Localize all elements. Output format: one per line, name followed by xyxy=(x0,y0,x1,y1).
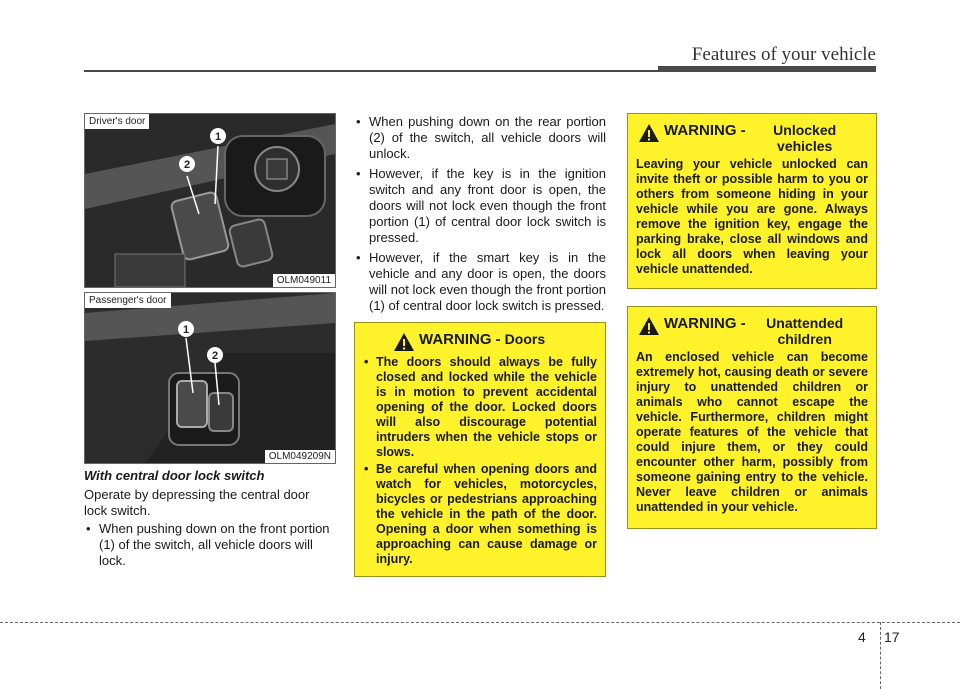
warning-body: Leaving your vehicle unlocked can invite theft or possible harm to you or others from someone hiding in your vehicle while you are gone. Always remove the ignition key, engage the parking brake, close all windows and lock all doors when leaving your vehicle unattended. xyxy=(636,157,868,276)
page-number: 17 xyxy=(884,629,900,645)
warning-triangle-icon xyxy=(638,123,660,143)
header-title: Features of your vehicle xyxy=(691,44,876,65)
warning-subject: Unattended children xyxy=(766,315,844,347)
callout-1: 1 xyxy=(214,131,222,143)
list-item: • However, if the key is in the ignition switch and any front door is open, the doors will not lock even though the front portion (1) of central door lock switch is pressed. xyxy=(354,166,606,246)
callout-2: 2 xyxy=(183,159,191,171)
intro-paragraph: Operate by depressing the central door lock switch. xyxy=(84,487,310,518)
warning-word: WARNING - xyxy=(419,331,501,348)
callout-2: 2 xyxy=(211,350,219,362)
list-item: • The doors should always be fully closed and locked while the vehicle is in motion to prevent accidental opening of the door. Locked doors will also discourage potential intruders when the vehicle stops or slows. xyxy=(363,355,597,460)
chapter-number: 4 xyxy=(858,629,866,645)
col1-bullet-list xyxy=(84,521,336,573)
list-item: • However, if the smart key is in the vehicle and any door is open, the doors will not lock even though the front portion (1) of central door lock switch is pressed. xyxy=(354,250,606,314)
footer-rule xyxy=(0,622,960,623)
warning-unlocked-vehicles-box xyxy=(627,113,877,289)
warning-subject: Unlocked vehicles xyxy=(773,122,837,154)
passengers-door-switch-illustration xyxy=(85,293,335,463)
warning-title xyxy=(363,331,597,352)
warning-title xyxy=(636,315,868,347)
passengers-door-photo xyxy=(84,292,336,464)
list-item: • When pushing down on the front portion (1) of the switch, all vehicle doors will lock. xyxy=(84,521,336,569)
warning-body: An enclosed vehicle can become extremely hot, causing death or severe injury to unattended children or animals who cannot escape the vehicle. Furthermore, children might operate features of the vehicle that could injure them, or they could encounter other harm, possibly from someone gaining entry to the vehicle. Never leave children or animals unattended in your vehicle. xyxy=(636,350,868,514)
list-item: • When pushing down on the rear portion (2) of the switch, all vehicle doors will unlock. xyxy=(354,114,606,162)
photo-label: Passenger's door xyxy=(85,293,171,308)
photo-code: OLM049209N xyxy=(265,450,335,463)
section-subheading: With central door lock switch xyxy=(84,468,265,483)
warning-doors-box xyxy=(354,322,606,577)
warning-word: WARNING - xyxy=(664,122,746,139)
list-item: • Be careful when opening doors and watch for vehicles, motorcycles, bicycles or pedestrians approaching the vehicle in the path of the door. Opening a door when something is approaching can cause damage or injury. xyxy=(363,462,597,567)
warning-triangle-icon xyxy=(638,316,660,336)
footer-divider xyxy=(880,622,881,689)
warning-word: WARNING - xyxy=(664,315,746,332)
warning-triangle-icon xyxy=(393,332,415,352)
warning-bullet-list xyxy=(363,355,597,567)
col2-bullet-list xyxy=(354,114,606,318)
warning-subject: Doors xyxy=(504,331,546,347)
warning-unattended-children-box xyxy=(627,306,877,529)
drivers-door-photo xyxy=(84,113,336,288)
warning-title xyxy=(636,122,868,154)
photo-label: Driver's door xyxy=(85,114,149,129)
photo-code: OLM049011 xyxy=(273,274,335,287)
header-rule-accent xyxy=(658,66,876,72)
callout-1: 1 xyxy=(182,324,190,336)
drivers-door-switch-illustration xyxy=(85,114,335,287)
